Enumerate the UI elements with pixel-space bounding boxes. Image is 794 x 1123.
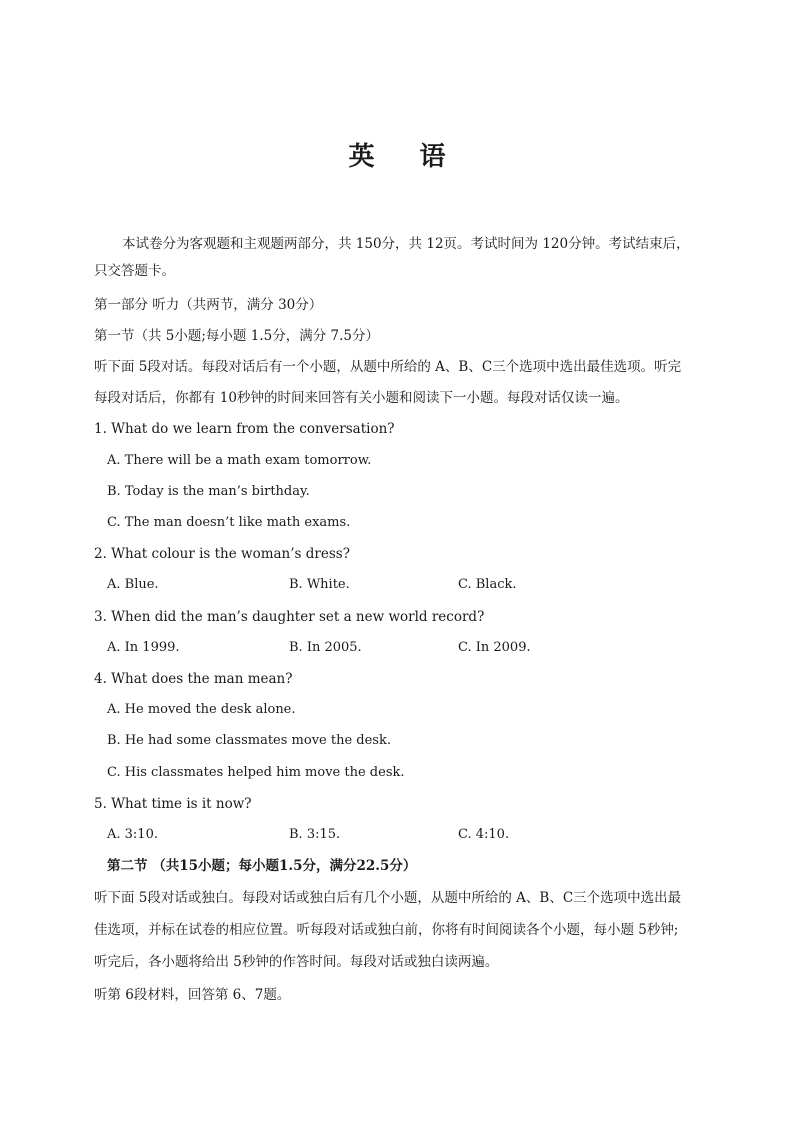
question-1-option-a: A. There will be a math exam tomorrow.	[107, 453, 372, 468]
section1-instruction-line-1: 听下面 5段对话。每段对话后有一个小题，从题中所给的 A、B、C三个选项中选出最佳选项。听完	[94, 359, 682, 375]
question-2-option-a: A. Blue.	[107, 577, 159, 592]
intro-line-2: 只交答题卡。	[94, 263, 175, 279]
question-1-option-b: B. Today is the man’s birthday.	[107, 484, 310, 499]
question-4-option-c: C. His classmates helped him move the desk.	[107, 765, 405, 780]
section1-heading: 第一节（共 5小题;每小题 1.5分，满分 7.5分）	[94, 328, 379, 344]
section2-instruction-line-3: 听完后，各小题将给出 5秒钟的作答时间。每段对话或独白读两遍。	[94, 954, 499, 970]
question-4-option-b: B. He had some classmates move the desk.	[107, 733, 391, 748]
question-3-option-c: C. In 2009.	[458, 640, 531, 655]
question-4-stem: 4. What does the man mean?	[94, 671, 293, 687]
page-title: 英 语	[348, 142, 464, 172]
question-1-stem: 1. What do we learn from the conversation?	[94, 421, 395, 437]
question-1-option-c: C. The man doesn’t like math exams.	[107, 515, 351, 530]
question-3-stem: 3. When did the man’s daughter set a new world record?	[94, 609, 485, 625]
section2-heading: 第二节 （共15小题；每小题1.5分，满分22.5分）	[107, 858, 417, 874]
section2-instruction-line-2: 佳选项，并标在试卷的相应位置。听每段对话或独白前，你将有时间阅读各个小题，每小题 5秒钟;	[94, 922, 679, 938]
question-5-stem: 5. What time is it now?	[94, 796, 252, 812]
section2-instruction-line-1: 听下面 5段对话或独白。每段对话或独白后有几个小题，从题中所给的 A、B、C三个选项中选出最	[94, 890, 682, 906]
part1-heading: 第一部分 听力（共两节，满分 30分）	[94, 297, 323, 313]
question-5-option-c: C. 4:10.	[458, 827, 510, 842]
question-3-option-b: B. In 2005.	[289, 640, 362, 655]
intro-line-1: 本试卷分为客观题和主观题两部分，共 150分，共 12页。考试时间为 120分钟。考试结束后，	[122, 236, 690, 252]
question-2-stem: 2. What colour is the woman’s dress?	[94, 546, 350, 562]
question-5-option-b: B. 3:15.	[289, 827, 341, 842]
section1-instruction-line-2: 每段对话后，你都有 10秒钟的时间来回答有关小题和阅读下一小题。每段对话仅读一遍。	[94, 390, 629, 406]
question-5-option-a: A. 3:10.	[107, 827, 158, 842]
question-3-option-a: A. In 1999.	[107, 640, 180, 655]
material-6-prompt: 听第 6段材料，回答第 6、7题。	[94, 987, 291, 1003]
question-2-option-c: C. Black.	[458, 577, 517, 592]
question-2-option-b: B. White.	[289, 577, 350, 592]
question-4-option-a: A. He moved the desk alone.	[107, 702, 296, 717]
